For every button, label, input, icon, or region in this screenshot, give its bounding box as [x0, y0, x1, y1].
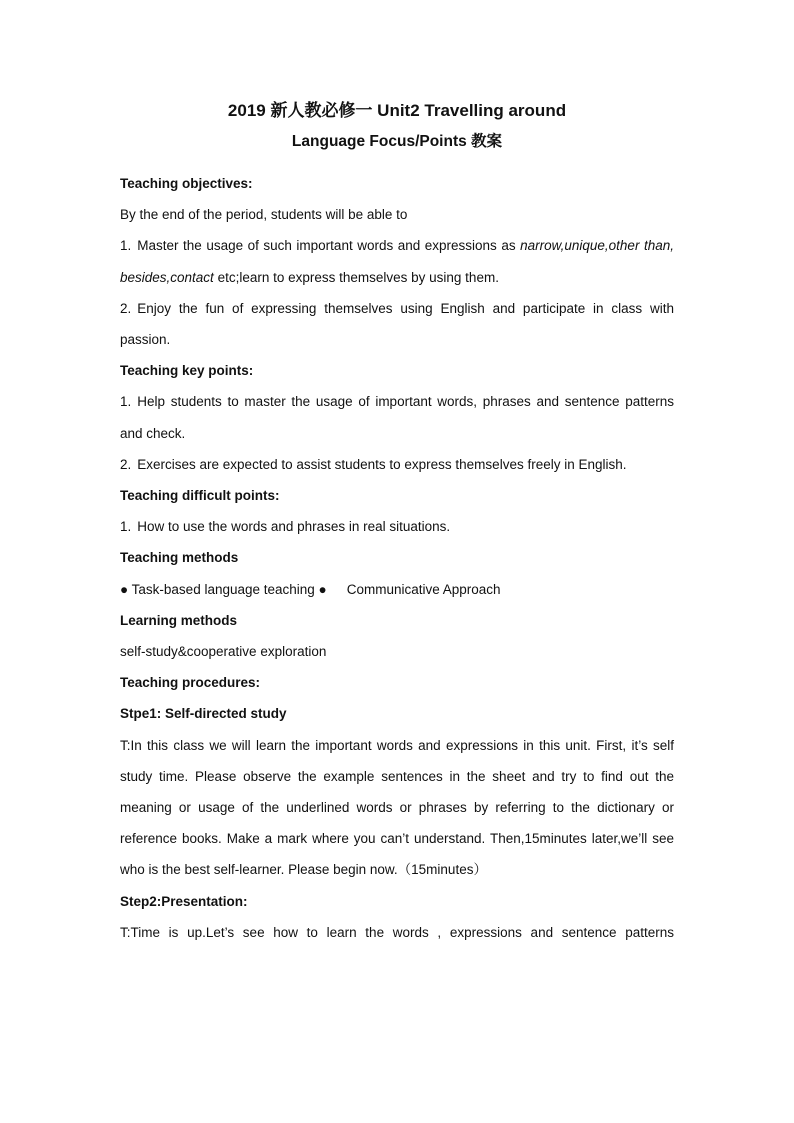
learning-methods-heading: Learning methods: [120, 612, 238, 628]
objective-item-1-keywords: narrow,unique,other than, besides,contact: [120, 238, 674, 285]
document-subtitle: Language Focus/Points 教案: [291, 133, 503, 150]
key-points-heading: Teaching key points:: [120, 363, 254, 379]
objective-item-2-number: 2.: [120, 300, 132, 316]
objective-item-1-number: 1.: [120, 238, 132, 254]
objectives-intro: By the end of the period, students will be able to: [120, 207, 408, 223]
key-point-item-1-text: Help students to master the usage of important words, phrases and sentence patterns and check.: [120, 394, 674, 441]
key-point-item-2-number: 2.: [120, 456, 132, 472]
difficult-point-item-1: [120, 511, 674, 542]
procedures-heading: Teaching procedures:: [120, 675, 261, 691]
key-point-item-1-number: 1.: [120, 394, 132, 410]
objective-item-1-text-rest: etc;learn to express themselves by using them.: [213, 269, 499, 285]
step1-heading: Stpe1: Self-directed study: [120, 706, 287, 722]
objectives-heading: Teaching objectives:: [120, 176, 253, 191]
step2-text: T:Time is up.Let’s see how to learn the words , expressions and sentence patterns: [120, 924, 674, 940]
key-point-item-2: [120, 449, 674, 480]
difficult-points-heading: Teaching difficult points:: [120, 488, 280, 504]
document-title: 2019 新人教必修一 Unit2 Travelling around: [227, 101, 567, 120]
methods-list: [120, 574, 674, 605]
learning-methods-text: self-study&cooperative exploration: [120, 644, 327, 660]
method-2: Communicative Approach: [346, 581, 501, 597]
difficult-point-item-1-number: 1.: [120, 519, 132, 535]
objective-item-2-text: Enjoy the fun of expressing themselves using English and participate in class with passion.: [120, 300, 674, 348]
key-point-item-1: [120, 386, 674, 448]
step1-text: T:In this class we will learn the important words and expressions in this unit. First, it’s self study time. Please observe the example sentences in the sheet and try to find out the meaning or usage of the underlined words or phrases by referring to the dictionary or reference books. Make a mark where you can’t understand. Then,15minutes later,we’ll see who is the best self-learner. Please begin now.（15minutes）: [120, 737, 674, 878]
step2-heading: Step2:Presentation:: [120, 893, 248, 909]
difficult-point-item-1-text: How to use the words and phrases in real situations.: [137, 519, 451, 535]
key-point-item-2-text: Exercises are expected to assist students to express themselves freely in English.: [137, 456, 627, 472]
methods-heading: Teaching methods: [120, 550, 239, 566]
method-1: ● Task-based language teaching ●: [120, 581, 327, 597]
objective-item-1: [120, 230, 674, 292]
objective-item-1-text: Master the usage of such important words and expressions as: [137, 238, 516, 254]
objective-item-2: [120, 293, 674, 355]
document-body: [120, 101, 674, 948]
